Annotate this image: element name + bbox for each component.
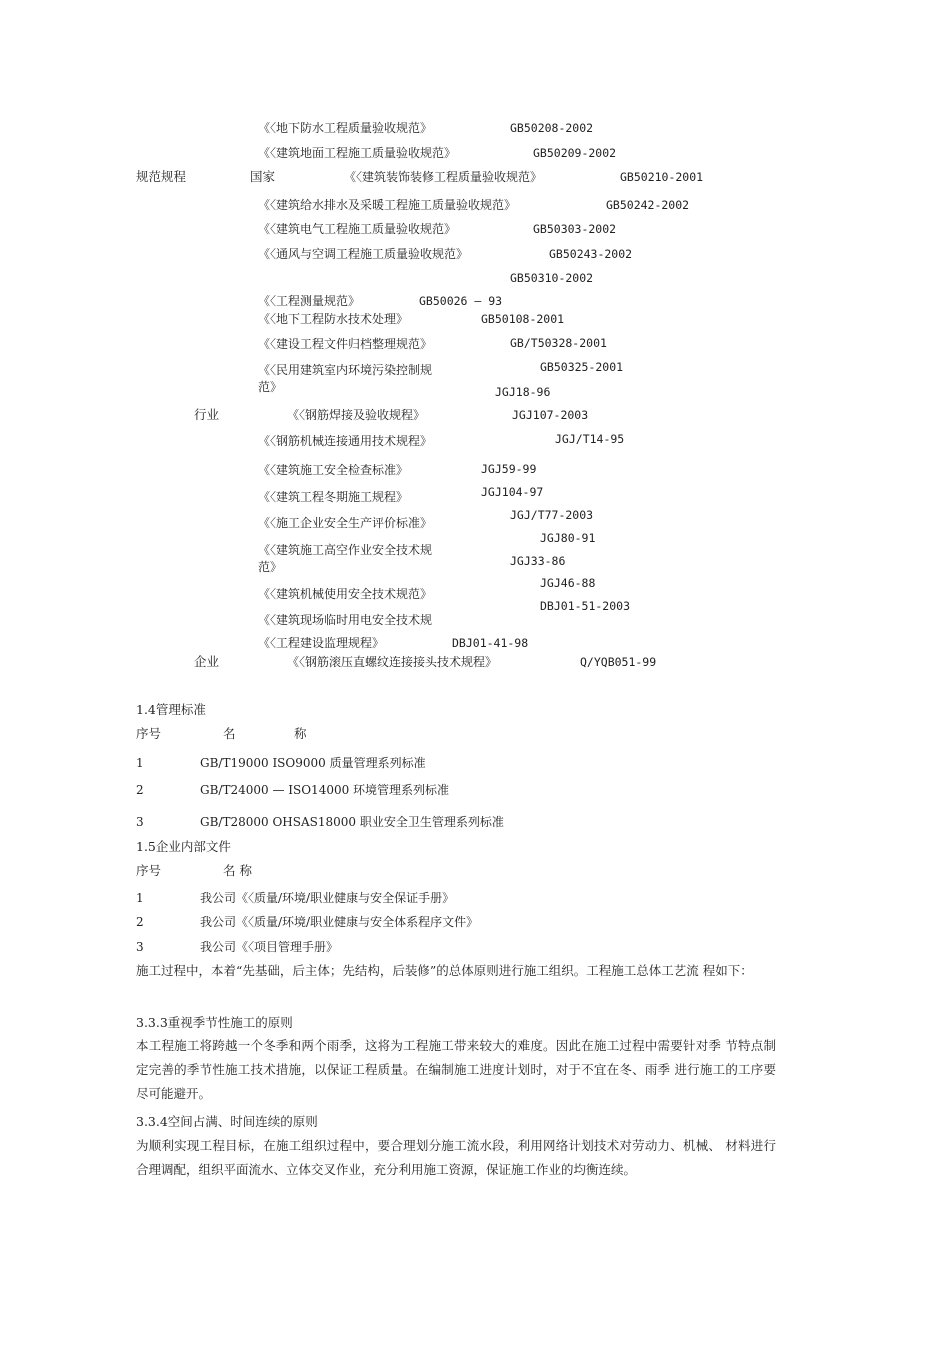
row-no: 1 bbox=[136, 891, 144, 905]
standard-code: GB50243-2002 bbox=[549, 247, 633, 261]
paragraph: 施工过程中，本着“先基础，后主体；先结构，后装修”的总体原则进行施工组织。工程施工总体工艺流 程如下： bbox=[136, 963, 753, 978]
paragraph: 本工程施工将跨越一个冬季和两个雨季，这将为工程施工带来较大的难度。因此在施工过程中需要针对季 节特点制定完善的季节性施工技术措施，以保证工程质量。在编制施工进度计划时，对于不宜在冬、雨季 进行施工的工序要尽可能避开。 bbox=[136, 1038, 776, 1101]
standard-name: 《〈钢筋滚压直螺纹连接接头技术规程》 bbox=[287, 655, 498, 669]
standard-code: JGJ33-86 bbox=[510, 554, 566, 568]
column-header-name: 名 称 bbox=[223, 863, 252, 878]
subsection-heading: 3.3.4空间占满、时间连续的原则 bbox=[136, 1114, 318, 1129]
section-heading: 1.5企业内部文件 bbox=[136, 839, 231, 854]
standard-name: 《〈工程建设监理规程》 bbox=[258, 636, 385, 650]
row-text: 我公司《〈质量/环境/职业健康与安全保证手册》 bbox=[200, 891, 455, 905]
standard-name: 《〈建筑电气工程施工质量验收规范》 bbox=[258, 222, 457, 236]
row-no: 1 bbox=[136, 756, 144, 770]
row-text: GB/T19000 ISO9000 质量管理系列标准 bbox=[200, 756, 426, 770]
standard-code: GB50026 — 93 bbox=[419, 294, 503, 308]
standard-name: 《〈施工企业安全生产评价标准》 bbox=[258, 516, 433, 530]
row-no: 3 bbox=[136, 815, 144, 829]
standard-code: GB50210-2001 bbox=[620, 170, 704, 184]
standard-code: DBJ01-51-2003 bbox=[540, 599, 631, 613]
standard-code: JGJ/T77-2003 bbox=[510, 508, 594, 522]
standard-name: 《〈建筑工程冬期施工规程》 bbox=[258, 490, 409, 504]
standard-name-continued: 范》 bbox=[258, 560, 283, 574]
standard-name: 《〈建筑装饰装修工程质量验收规范》 bbox=[344, 170, 543, 184]
standard-code: JGJ18-96 bbox=[495, 385, 551, 399]
row-no: 3 bbox=[136, 940, 144, 954]
standard-code: GB50242-2002 bbox=[606, 198, 690, 212]
standard-code: JGJ104-97 bbox=[481, 485, 544, 499]
standard-name: 《〈民用建筑室内环境污染控制规 bbox=[258, 363, 433, 377]
enterprise-label: 企业 bbox=[194, 654, 220, 669]
standard-name: 《〈工程测量规范》 bbox=[258, 294, 361, 308]
industry-label: 行业 bbox=[194, 407, 220, 422]
column-header-name: 称 bbox=[294, 726, 307, 741]
standard-name: 《〈通风与空调工程施工质量验收规范》 bbox=[258, 247, 469, 261]
standard-code: Q/YQB051-99 bbox=[580, 655, 657, 669]
standard-code: JGJ59-99 bbox=[481, 462, 537, 476]
standard-code: JGJ46-88 bbox=[540, 576, 596, 590]
row-text: 我公司《〈项目管理手册》 bbox=[200, 940, 339, 954]
standard-code: GB50108-2001 bbox=[481, 312, 565, 326]
subsection-heading: 3.3.3重视季节性施工的原则 bbox=[136, 1015, 293, 1030]
row-text: 我公司《〈质量/环境/职业健康与安全体系程序文件》 bbox=[200, 915, 479, 929]
standard-name: 《〈建筑施工高空作业安全技术规 bbox=[258, 543, 433, 557]
column-header-name: 名 bbox=[223, 726, 236, 741]
standard-code: GB50303-2002 bbox=[533, 222, 617, 236]
column-header-no: 序号 bbox=[136, 726, 162, 741]
standard-name-continued: 范》 bbox=[258, 380, 283, 394]
standard-code: JGJ/T14-95 bbox=[555, 432, 625, 446]
standard-code: JGJ107-2003 bbox=[512, 408, 589, 422]
section-heading: 1.4管理标准 bbox=[136, 702, 206, 717]
standard-code: GB50325-2001 bbox=[540, 360, 624, 374]
standard-name: 《〈地下工程防水技术处理》 bbox=[258, 312, 409, 326]
standard-code: JGJ80-91 bbox=[540, 531, 596, 545]
standard-name: 《〈建筑给水排水及采暖工程施工质量验收规范》 bbox=[258, 198, 517, 212]
standard-name: 《〈建设工程文件归档整理规范》 bbox=[258, 337, 433, 351]
column-header-no: 序号 bbox=[136, 863, 162, 878]
standard-code: DBJ01-41-98 bbox=[452, 636, 529, 650]
standard-name: 《〈钢筋机械连接通用技术规程》 bbox=[258, 434, 433, 448]
category-label: 规范规程 bbox=[136, 169, 187, 184]
standard-name: 《〈建筑施工安全检查标准》 bbox=[258, 463, 409, 477]
row-text: GB/T24000 — ISO14000 环境管理系列标准 bbox=[200, 783, 450, 797]
row-text: GB/T28000 OHSAS18000 职业安全卫生管理系列标准 bbox=[200, 815, 504, 829]
standard-name: 《〈地下防水工程质量验收规范》 bbox=[258, 121, 433, 135]
standard-name: 《〈建筑机械使用安全技术规范》 bbox=[258, 587, 433, 601]
standard-name: 《〈建筑现场临时用电安全技术规 bbox=[258, 613, 433, 627]
row-no: 2 bbox=[136, 783, 144, 797]
standard-code: GB50310-2002 bbox=[510, 271, 594, 285]
standard-code: GB50208-2002 bbox=[510, 121, 594, 135]
standard-name: 《〈钢筋焊接及验收规程》 bbox=[287, 408, 426, 422]
standard-name: 《〈建筑地面工程施工质量验收规范》 bbox=[258, 146, 457, 160]
standard-code: GB50209-2002 bbox=[533, 146, 617, 160]
national-label: 国家 bbox=[250, 169, 276, 184]
row-no: 2 bbox=[136, 915, 144, 929]
paragraph: 为顺利实现工程目标，在施工组织过程中，要合理划分施工流水段，利用网络计划技术对劳动力、机械、 材料进行合理调配，组织平面流水、立体交叉作业，充分利用施工资源，保证施工作业的均衡连续。 bbox=[136, 1138, 776, 1177]
standard-code: GB/T50328-2001 bbox=[510, 336, 607, 350]
